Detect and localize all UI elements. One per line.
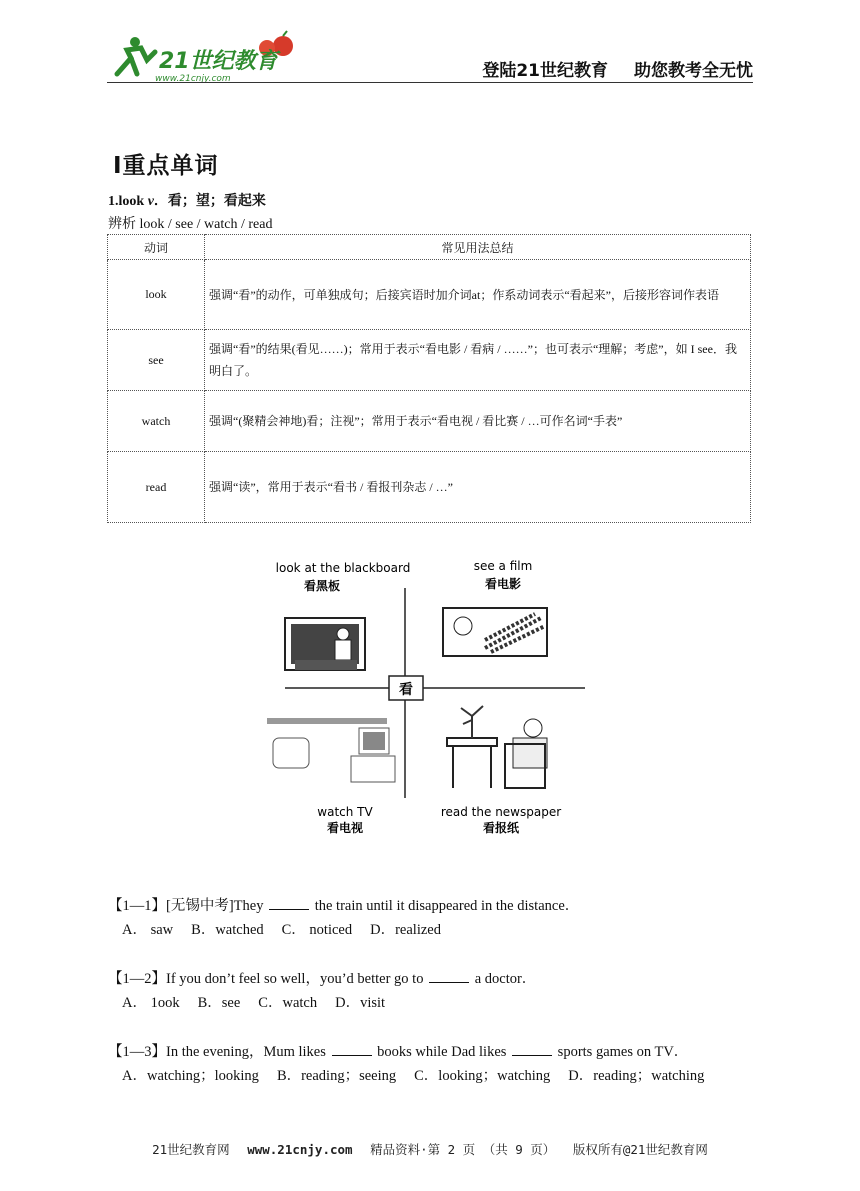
question-label: 【1—1】 [108, 898, 166, 914]
header-slogan [456, 56, 753, 81]
word-heading [108, 190, 266, 210]
question-1-options [122, 918, 459, 939]
tr-caption-zh: 看电影 [484, 577, 522, 591]
bl-caption-zh: 看电视 [326, 821, 364, 835]
slogan-right: 助您教考全无忧 [634, 61, 753, 81]
question-text: If you don’t feel so well，you’d better go to [166, 971, 428, 987]
option: A．watching；looking [122, 1068, 259, 1084]
table-row [108, 391, 751, 452]
option: B．watched [191, 922, 264, 938]
logo-text: 21世纪教育 [159, 49, 278, 74]
table-cell-verb: see [108, 330, 205, 391]
answer-blank [332, 1043, 372, 1056]
page-header [107, 30, 753, 84]
question-text: [无锡中考]They [166, 898, 268, 914]
site-logo [107, 30, 307, 84]
reading-icon [447, 706, 547, 788]
option: C．watch [258, 995, 318, 1011]
footer-site: 21世纪教育网 [152, 1142, 230, 1157]
option: B．reading；seeing [276, 1068, 397, 1084]
footer-url[interactable]: www.21cnjy.com [247, 1142, 353, 1157]
question-text: books while Dad likes [373, 1044, 511, 1060]
word-pos: v [147, 194, 154, 209]
answer-blank [512, 1043, 552, 1056]
answer-blank [269, 897, 309, 910]
br-caption-zh: 看报纸 [482, 821, 520, 835]
word-number: 1.look [108, 194, 145, 209]
header-divider [107, 82, 753, 83]
tv-icon [267, 718, 395, 782]
tl-caption-zh: 看黑板 [303, 579, 341, 593]
question-3-options [122, 1064, 722, 1085]
question-label: 【1—2】 [108, 971, 166, 987]
center-label: 看 [399, 682, 413, 698]
table-cell-verb: watch [108, 391, 205, 452]
question-2 [108, 967, 536, 988]
usage-table [107, 234, 751, 523]
question-text: sports games on TV． [554, 1044, 689, 1060]
question-text: In the evening，Mum likes [166, 1044, 330, 1060]
bl-caption-en: watch TV [317, 805, 373, 819]
answer-blank [429, 970, 469, 983]
table-cell-desc: 强调“读”，常用于表示“看书 / 看报刊杂志 / …” [205, 452, 751, 523]
tr-caption-en: see a film [473, 559, 533, 573]
option: D．realized [370, 922, 441, 938]
br-caption-en: read the newspaper [440, 805, 562, 819]
table-cell-verb: look [108, 260, 205, 330]
blackboard-icon [285, 618, 365, 670]
slogan-left: 登陆21世纪教育 [482, 61, 608, 81]
table-header-usage: 常见用法总结 [205, 235, 751, 260]
question-label: 【1—3】 [108, 1044, 166, 1060]
question-text: a doctor． [471, 971, 537, 987]
logo-url: www.21cnjy.com [155, 74, 231, 84]
table-header-verb: 动词 [108, 235, 205, 260]
question-1 [108, 894, 579, 915]
look-see-watch-read-figure [255, 548, 615, 838]
footer-copyright: 版权所有@21世纪教育网 [572, 1142, 708, 1157]
option: D．reading；watching [568, 1068, 705, 1084]
cinema-icon [443, 608, 547, 656]
tl-caption-en: look at the blackboard [275, 561, 411, 575]
table-cell-verb: read [108, 452, 205, 523]
table-header-row [108, 235, 751, 260]
question-text: the train until it disappeared in the distance． [311, 898, 580, 914]
word-meaning: ．看；望；看起来 [153, 194, 266, 209]
option: D．visit [335, 995, 386, 1011]
footer-page-info: 精品资料·第 2 页 （共 9 页） [370, 1142, 556, 1157]
question-3 [108, 1040, 688, 1061]
option: B．see [197, 995, 241, 1011]
option: A． 1ook [122, 995, 180, 1011]
table-row [108, 260, 751, 330]
table-cell-desc: 强调“看”的动作，可单独成句；后接宾语时加介词at；作系动词表示“看起来”，后接形容词作表语 [205, 260, 751, 330]
analysis-line: 辨析 look / see / watch / read [108, 217, 273, 232]
page-footer [0, 1140, 860, 1158]
section-title: Ⅰ重点单词 [113, 153, 219, 179]
option: A． saw [122, 922, 174, 938]
option: C． noticed [281, 922, 353, 938]
question-2-options [122, 991, 403, 1012]
runner-icon [117, 37, 155, 74]
table-cell-desc: 强调“看”的结果(看见……)；常用于表示“看电影 / 看病 / ……”；也可表示“理解；考虑”，如 I see．我明白了。 [205, 330, 751, 391]
table-row [108, 452, 751, 523]
table-row [108, 330, 751, 391]
option: C．looking；watching [414, 1068, 551, 1084]
table-cell-desc: 强调“(聚精会神地)看；注视”；常用于表示“看电视 / 看比赛 / …可作名词“手表” [205, 391, 751, 452]
